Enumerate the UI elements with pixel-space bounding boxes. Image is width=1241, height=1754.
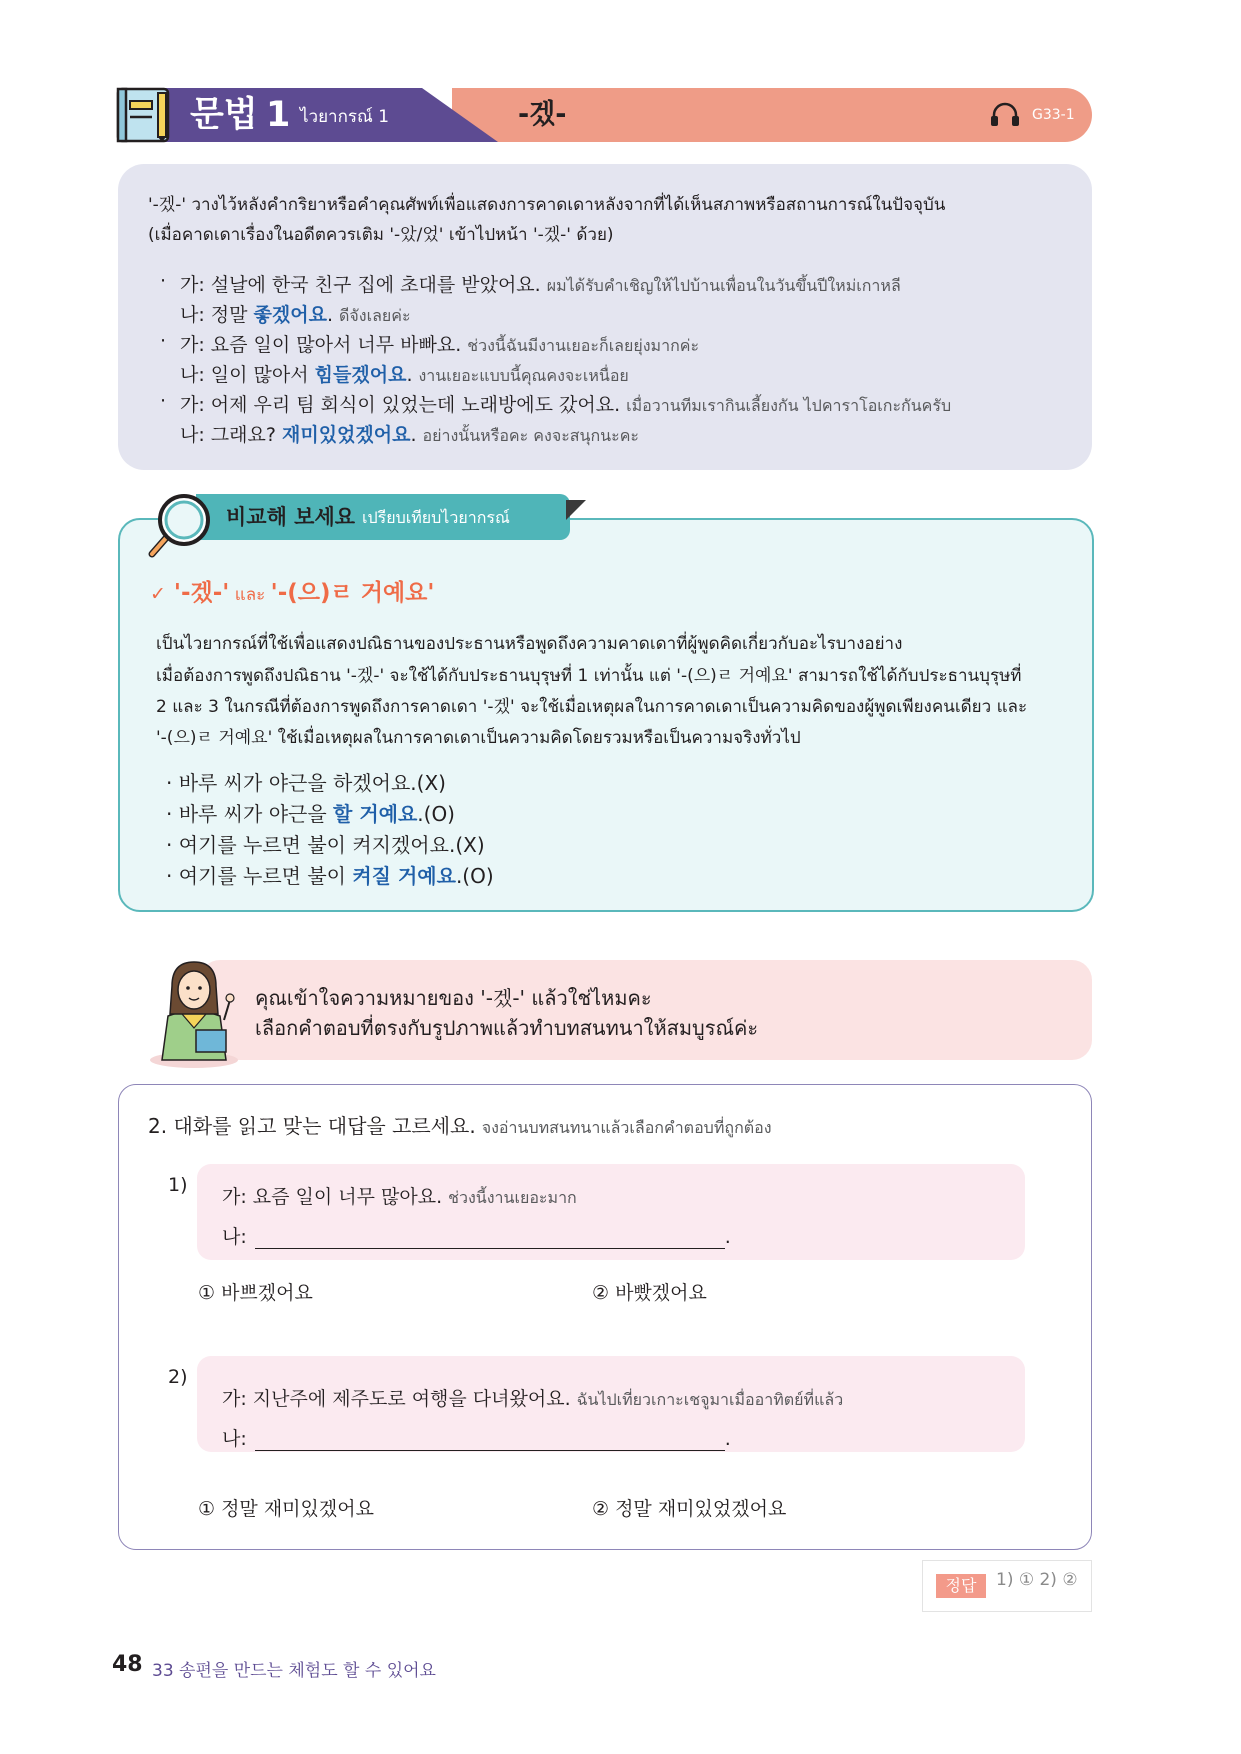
example-na-end: .	[406, 364, 413, 386]
compare-example-text: · 바루 씨가 야근을	[166, 802, 334, 826]
dialogue-ga-th: ฉันไปเที่ยวเกาะเชจูมาเมื่ออาทิตย์ที่แล้ว	[576, 1390, 844, 1409]
dialogue-na	[222, 1424, 731, 1451]
exercise-card	[118, 1084, 1092, 1550]
dialogue-end: .	[724, 1226, 731, 1248]
answer-text: 1) ① 2) ②	[996, 1570, 1078, 1590]
example-ga	[180, 390, 951, 419]
option-2[interactable]: ② 바빴겠어요	[592, 1282, 707, 1304]
example-na-th: อย่างนั้นหรือคะ คงจะสนุกนะคะ	[422, 426, 640, 445]
compare-example-text: · 여기를 누르면 불이	[166, 864, 353, 888]
compare-subtitle	[150, 574, 434, 608]
compare-example-mark: .(O)	[455, 864, 494, 888]
highlight-form: 힘들겠어요	[314, 364, 407, 386]
answer-label: 정답	[936, 1574, 986, 1598]
dialogue-ga	[222, 1384, 843, 1413]
check-icon: ✓	[150, 583, 166, 605]
student-illustration	[146, 956, 242, 1068]
explanation-line: '-겠-' วางไว้หลังคำกริยาหรือคำคุณศัพท์เพื่อแสดงการคาดเดาหลังจากที่ได้เห็นสภาพหรือสถานการณ์ในปัจจุบัน	[148, 195, 946, 215]
exercise-title	[148, 1110, 772, 1141]
example-na	[180, 360, 629, 389]
example-na	[180, 420, 639, 449]
instruction-line: เลือกคำตอบที่ตรงกับรูปภาพแล้วทำบทสนทนาให้สมบูรณ์ค่ะ	[255, 1016, 759, 1040]
compare-form-2: '-(으)ㄹ 거예요'	[270, 580, 435, 606]
dialogue-ga-th: ช่วงนี้งานเยอะมาก	[448, 1188, 577, 1207]
example-ga-th: ช่วงนี้ฉันมีงานเยอะก็เลยยุ่งมากค่ะ	[467, 336, 700, 355]
option-2[interactable]: ② 정말 재미있었겠어요	[592, 1498, 787, 1520]
compare-example	[166, 829, 485, 858]
bullet: ·	[160, 330, 167, 352]
dialogue-end: .	[724, 1428, 731, 1450]
highlight-form: 재미있었겠어요	[281, 424, 411, 446]
grammar-label: 문법	[190, 95, 258, 135]
example-ga	[180, 330, 699, 359]
option-1[interactable]: ① 바쁘겠어요	[198, 1282, 313, 1304]
highlight-form: 좋겠어요	[253, 304, 327, 326]
bullet: ·	[160, 390, 167, 412]
dialogue-ga-ko: 가: 지난주에 제주도로 여행을 다녀왔어요.	[222, 1388, 571, 1410]
compare-example-mark: (X)	[416, 771, 446, 795]
dialogue-ga-ko: 가: 요즘 일이 너무 많아요.	[222, 1186, 443, 1208]
grammar-point-title: -겠-	[518, 99, 567, 130]
bullet: ·	[160, 270, 167, 292]
example-na-ko: 나: 그래요?	[180, 424, 282, 446]
magnifier-icon	[146, 490, 216, 560]
dialogue-ga	[222, 1182, 577, 1211]
compare-title-th: เปรียบเทียบไวยากรณ์	[362, 508, 510, 527]
page-number: 48	[112, 1652, 143, 1677]
example-na-th: งานเยอะแบบนี้คุณคงจะเหนื่อย	[418, 366, 629, 385]
compare-example-mark: (X)	[455, 833, 485, 857]
example-na	[180, 300, 411, 329]
example-na-end: .	[410, 424, 417, 446]
compare-example-text: · 여기를 누르면 불이 켜지겠어요.	[166, 833, 456, 857]
example-ga-ko: 가: 어제 우리 팀 회식이 있었는데 노래방에도 갔어요.	[180, 394, 621, 416]
exercise-title-ko: 2. 대화를 읽고 맞는 대답을 고르세요.	[148, 1114, 476, 1138]
highlight-form: 켜질 거예요	[352, 864, 456, 888]
question-number: 2)	[168, 1366, 188, 1388]
compare-conjunction: และ	[229, 585, 271, 605]
instruction-line: คุณเข้าใจความหมายของ '-겠-' แล้วใช่ไหมคะ	[255, 986, 652, 1010]
chapter-title: 33 송편을 만드는 체험도 할 수 있어요	[152, 1661, 436, 1681]
example-ga	[180, 270, 901, 299]
compare-text-line: เป็นไวยากรณ์ที่ใช้เพื่อแสดงปณิธานของประธานหรือพูดถึงความคาดเดาที่ผู้พูดคิดเกี่ยวกับอะไรบางอย่าง	[156, 634, 903, 654]
example-ga-th: เมื่อวานทีมเรากินเลี้ยงกัน ไปคาราโอเกะกันครับ	[626, 396, 952, 415]
dialogue-na-label: 나:	[222, 1226, 247, 1248]
compare-title: 비교해 보세요	[226, 505, 356, 529]
example-ga-ko: 가: 요즘 일이 많아서 너무 바빠요.	[180, 334, 462, 356]
question-number: 1)	[168, 1174, 188, 1196]
book-icon	[116, 87, 176, 143]
compare-text-line: เมื่อต้องการพูดถึงปณิธาน '-겠-' จะใช้ได้กับประธานบุรุษที่ 1 เท่านั้น แต่ '-(으)ㄹ 거예요' สามารถใช้ได้กับประธานบุรุษที่	[156, 666, 1022, 686]
compare-example-text: · 바루 씨가 야근을 하겠어요.	[166, 771, 417, 795]
answer-blank[interactable]	[255, 1432, 725, 1451]
example-na-th: ดีจังเลยค่ะ	[339, 306, 411, 325]
example-ga-ko: 가: 설날에 한국 친구 집에 초대를 받았어요.	[180, 274, 541, 296]
grammar-label-th: ไวยากรณ์ 1	[300, 107, 390, 127]
grammar-number: 1	[266, 95, 291, 135]
audio-track-code[interactable]: G33-1	[1032, 107, 1075, 123]
compare-tab-fold	[566, 500, 586, 520]
compare-example	[166, 798, 455, 827]
headphone-icon[interactable]	[990, 101, 1020, 127]
option-1[interactable]: ① 정말 재미있겠어요	[198, 1498, 374, 1520]
compare-form-1: '-겠-'	[173, 580, 230, 606]
explanation-line: (เมื่อคาดเดาเรื่องในอดีตควรเติม '-았/었' เข้าไปหน้า '-겠-' ด้วย)	[148, 225, 614, 245]
answer-blank[interactable]	[255, 1230, 725, 1249]
compare-example	[166, 767, 446, 796]
example-na-end: .	[326, 304, 334, 326]
dialogue-na-label: 나:	[222, 1428, 247, 1450]
compare-example-mark: .(O)	[417, 802, 455, 826]
dialogue-na	[222, 1222, 731, 1249]
example-ga-th: ผมได้รับคำเชิญให้ไปบ้านเพื่อนในวันขึ้นปีใหม่เกาหลี	[546, 276, 901, 295]
highlight-form: 할 거예요	[333, 802, 418, 826]
example-na-ko: 나: 일이 많아서	[180, 364, 315, 386]
compare-text-line: '-(으)ㄹ 거예요' ใช้เมื่อเหตุผลในการคาดเดาเป็นความคิดโดยรวมหรือเป็นความจริงทั่วไป	[156, 728, 801, 748]
example-na-ko: 나: 정말	[180, 304, 254, 326]
compare-example	[166, 860, 494, 889]
compare-text-line: 2 และ 3 ในกรณีที่ต้องการพูดถึงการคาดเดา '-겠' จะใช้เมื่อเหตุผลในการคาดเดาเป็นความคิดของผู้พูดเพียงคนเดียว และ	[156, 697, 1028, 717]
exercise-title-th: จงอ่านบทสนทนาแล้วเลือกคำตอบที่ถูกต้อง	[481, 1118, 772, 1137]
